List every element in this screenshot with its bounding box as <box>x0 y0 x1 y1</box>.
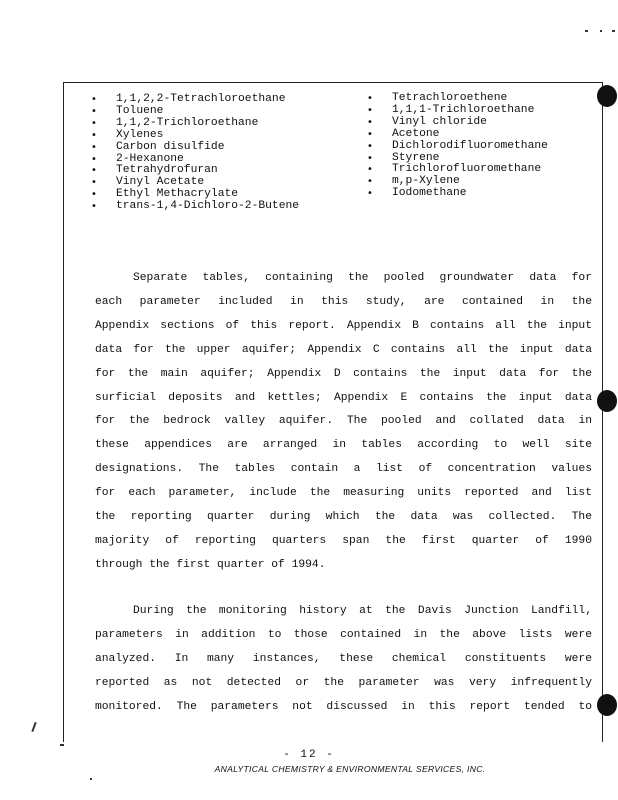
scan-speck <box>600 30 602 32</box>
text-line: analyzed. In many instances, these chemical constituents were <box>95 652 592 665</box>
punch-hole-middle <box>597 390 617 412</box>
page-frame-left <box>63 82 64 742</box>
text-line: Appendix sections of this report. Appendix B contains all the input <box>95 319 592 332</box>
text-line: Separate tables, containing the pooled groundwater data for <box>133 272 592 284</box>
parameter-list-left <box>91 94 299 213</box>
list-item: • Xylenes <box>91 130 299 142</box>
paragraph-monitoring-history <box>95 600 592 720</box>
scan-speck <box>90 778 92 780</box>
list-item: • Carbon disulfide <box>91 142 299 154</box>
list-item: • 2-Hexanone <box>91 154 299 166</box>
punch-hole-bottom <box>597 694 617 716</box>
scan-speck <box>31 722 36 732</box>
list-item: • Tetrahydrofuran <box>91 165 299 177</box>
scan-speck <box>585 30 588 32</box>
text-line: designations. The tables contain a list of concentration values <box>95 463 592 476</box>
list-item: • Styrene <box>367 153 548 165</box>
text-line: majority of reporting quarters span the first quarter of 1990 <box>95 534 592 547</box>
list-item: • Ethyl Methacrylate <box>91 189 299 201</box>
list-item: • Toluene <box>91 106 299 118</box>
scan-speck <box>60 744 64 746</box>
punch-hole-top <box>597 85 617 107</box>
text-line: reported as not detected or the parameter was very infrequently <box>95 676 592 689</box>
text-line: through the first quarter of 1994. <box>95 558 326 571</box>
list-item: • trans-1,4-Dichloro-2-Butene <box>91 201 299 213</box>
list-item: • 1,1,2-Trichloroethane <box>91 118 299 130</box>
list-item: • Acetone <box>367 129 548 141</box>
list-item: • Dichlorodifluoromethane <box>367 141 548 153</box>
parameter-list-right <box>367 93 548 200</box>
list-item: • 1,1,1-Trichloroethane <box>367 105 548 117</box>
list-item: • Tetrachloroethene <box>367 93 548 105</box>
list-item: • m,p-Xylene <box>367 176 548 188</box>
text-line: During the monitoring history at the Davis Junction Landfill, <box>133 605 592 617</box>
page-frame-top <box>63 82 603 83</box>
text-line: for the bedrock valley aquifer. The pooled and collated data in <box>95 415 592 428</box>
list-item: • Iodomethane <box>367 188 548 200</box>
page-frame-right <box>602 82 603 742</box>
text-line: surficial deposits and kettles; Appendix E contains the input data <box>95 391 592 404</box>
list-item: • Vinyl chloride <box>367 117 548 129</box>
list-item: • Vinyl Acetate <box>91 177 299 189</box>
text-line: each parameter included in this study, are contained in the <box>95 295 592 308</box>
page-number: - 12 - <box>283 749 335 761</box>
text-line: monitored. The parameters not discussed in this report tended to <box>95 700 592 713</box>
list-item: • Trichlorofluoromethane <box>367 164 548 176</box>
paragraph-appendix-tables <box>95 267 592 578</box>
text-line: parameters in addition to those contained in the above lists were <box>95 628 592 641</box>
text-line: these appendices are arranged in tables according to well site <box>95 439 592 452</box>
text-line: for each parameter, include the measuring units reported and list <box>95 487 592 500</box>
text-line: for the main aquifer; Appendix D contains the input data for the <box>95 367 592 380</box>
text-line: data for the upper aquifer; Appendix C contains all the input data <box>95 343 592 356</box>
footer-company-name: ANALYTICAL CHEMISTRY & ENVIRONMENTAL SERVICES, INC. <box>214 764 486 774</box>
scan-speck <box>612 30 615 32</box>
list-item: • 1,1,2,2-Tetrachloroethane <box>91 94 299 106</box>
text-line: the reporting quarter during which the data was collected. The <box>95 511 592 524</box>
